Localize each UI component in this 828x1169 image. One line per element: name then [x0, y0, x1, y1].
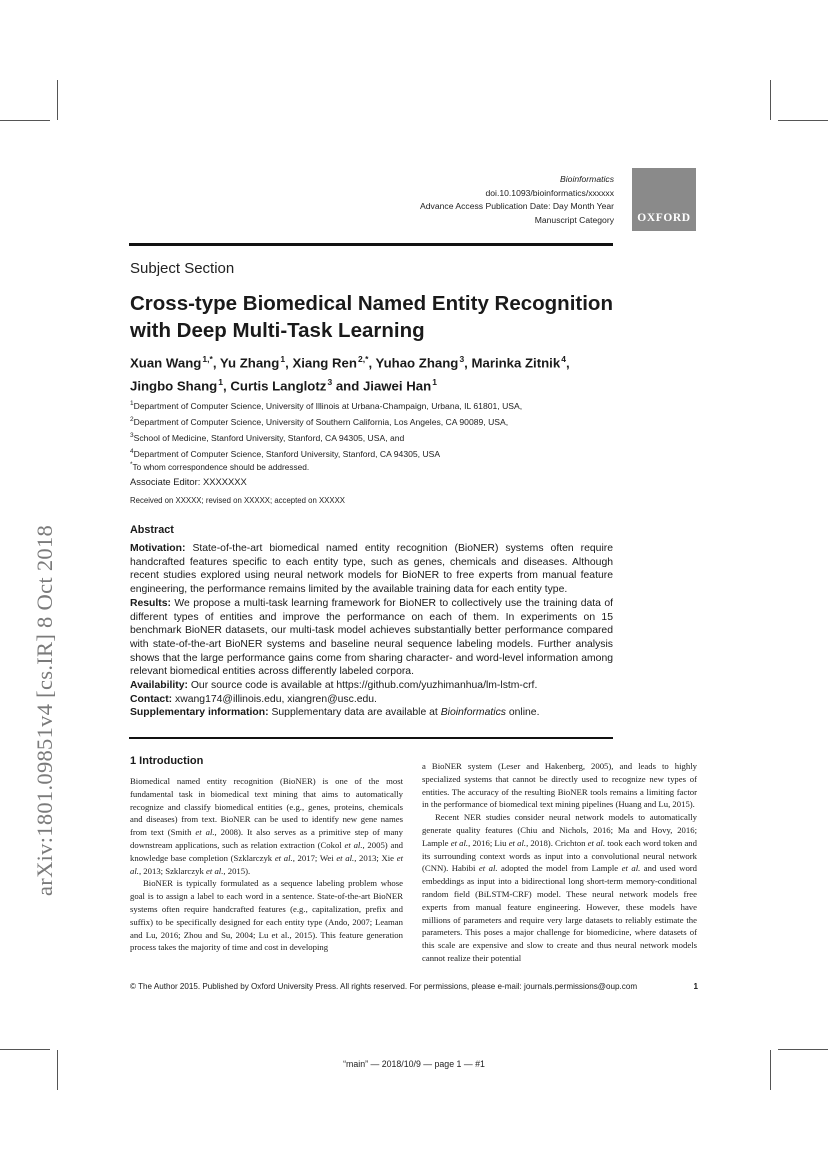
author-separator: ,	[285, 355, 293, 371]
affiliation-number: 2	[130, 416, 134, 424]
text-run: et al.	[195, 827, 215, 838]
paragraph: a BioNER system (Leser and Hakenberg, 2005), and leads to highly specialized systems that cannot be directly used to recognize new types of entities. The accuracy of the resulting BioNER tools remains a limiting factor in the performance of biomedical text mining pipelines (Huang and Lu, 2015).	[422, 761, 697, 810]
author-affiliation-mark: 1	[218, 376, 224, 387]
crop-mark	[57, 1050, 58, 1090]
author-separator: ,	[368, 355, 376, 371]
crop-mark	[778, 1049, 828, 1050]
correspondence-note	[130, 461, 309, 472]
oxford-logo	[632, 168, 696, 231]
author-affiliation-mark: 3	[459, 354, 465, 364]
paragraph	[130, 775, 403, 877]
affiliation-item	[130, 429, 522, 445]
crop-mark	[0, 120, 50, 121]
abstract-label: Availability:	[130, 680, 188, 692]
affiliation-text: School of Medicine, Stanford University, Stanford, CA 94305, USA, and	[133, 432, 405, 443]
abstract-text: Supplementary data are available at	[271, 707, 441, 719]
affiliation-text: Department of Computer Science, University of Illinois at Urbana-Champaign, Urbana, IL 61801, USA,	[133, 400, 523, 411]
journal-name-italic: Bioinformatics	[440, 707, 506, 719]
author-name: Xiang Ren	[292, 355, 357, 371]
affiliation-item	[130, 397, 522, 413]
text-run: took each word token and its surrounding context words as input into a convolutional neural network (CNN). Habibi	[422, 837, 697, 874]
journal-name: Bioinformatics	[560, 174, 614, 184]
abstract-results	[130, 597, 613, 679]
crop-mark	[57, 80, 58, 120]
text-run: et al.	[621, 863, 641, 874]
author-separator: ,	[566, 355, 570, 371]
source-code-link[interactable]: Our source code is available at https://github.com/yuzhimanhua/lm-lstm-crf.	[190, 680, 538, 692]
correspondence-text: To whom correspondence should be addressed.	[132, 461, 310, 472]
section-label: Subject Section	[130, 260, 235, 277]
page-number: 1	[693, 982, 698, 991]
running-footer: “main” — 2018/10/9 — page 1 — #1	[343, 1059, 485, 1069]
abstract-label: Motivation:	[130, 543, 186, 554]
paragraph: BioNER is typically formulated as a sequence labeling problem whose goal is to assign a label to each word in a sentence. State-of-the-art BioNER systems often require handcrafted features (e.g., capitalization, prefix and suffix) to be specifically designed for each entity type (Ando, 2007; Leaman and Lu, 2016; Zhou and Su, 2004; Lu et al., 2015). This feature generation process takes the majority of time and cost in developing	[130, 878, 403, 953]
abstract-availability	[130, 679, 613, 693]
text-run: , 2013; Szklarczyk	[138, 865, 207, 876]
abstract-label: Contact:	[130, 693, 173, 705]
affiliation-item	[130, 445, 522, 461]
author-line	[130, 373, 630, 396]
right-column	[422, 760, 697, 965]
text-run: , 2013; Xie	[354, 852, 397, 863]
author-separator: ,	[464, 355, 472, 371]
text-run: and used word embeddings as input into a bidirectional long short-term memory-conditional random field (BiLSTM-CRF) model. These neural network models free experts from manual feature engineering. However, these models have millions of parameters and require very large datasets to reliably estimate the parameters. This poses a major challenge for biomedicine, where datasets of this scale are expensive and slow to create and thus neural network models cannot realize their potential	[422, 863, 698, 963]
text-run: et al.	[206, 865, 224, 876]
abstract-text: State-of-the-art biomedical named entity recognition (BioNER) systems often require handcrafted features specific to each entity type, such as genes, chemicals and diseases. Although recent studies explored using neural network models for BioNER to free experts from manual feature engineering, the performance remains limited by the available training data for each entity type.	[130, 543, 614, 596]
author-name: Jiawei Han	[362, 378, 432, 394]
text-run: et al.	[587, 837, 606, 848]
abstract-supplementary	[130, 706, 613, 720]
author-name: Xuan Wang	[130, 355, 202, 371]
author-line	[130, 350, 630, 373]
doi: doi.10.1093/bioinformatics/xxxxxx	[485, 187, 614, 198]
received-dates: Received on XXXXX; revised on XXXXX; accepted on XXXXX	[130, 496, 345, 505]
abstract-text: online.	[505, 707, 540, 719]
oxford-logo-text: OXFORD	[637, 212, 691, 224]
abstract-body	[130, 542, 613, 720]
author-name: Curtis Langlotz	[230, 378, 327, 394]
text-run: Biomedical named entity recognition (BioNER) is one of the most fundamental task in biomedical text mining that aims to automatically recognize and classify biomedical entities (e.g., genes, proteins, chemicals and diseases) from text. BioNER can be used to identify new gene names from text (Smith	[130, 776, 403, 838]
author-separator: ,	[223, 378, 231, 394]
abstract-contact	[130, 693, 613, 707]
abstract-text: We propose a multi-task learning framework for BioNER to collectively use the training data of different types of entities and improve the performance on each of them. In experiments on 15 benchmark BioNER datasets, our multi-task model achieves substantially better performance compared with state-of-the-art BioNER systems and baseline neural sequence labeling models. Further analysis shows that the large performance gains come from sharing character- and word-level information among relevant biomedical entities across differently labeled corpora.	[130, 597, 614, 678]
affiliation-number: 3	[130, 432, 134, 440]
text-run: , 2018). Crichton	[526, 837, 588, 848]
title-line: with Deep Multi-Task Learning	[130, 319, 425, 342]
paragraph	[422, 811, 697, 965]
text-run: et al.	[130, 852, 403, 876]
body-text	[130, 775, 403, 954]
author-list	[130, 350, 630, 396]
text-run: , 2008). It also serves as a primitive step of many downstream applications, such as relation extraction (Cokol	[130, 827, 403, 850]
header-rule	[129, 243, 613, 246]
crop-mark	[770, 1050, 771, 1090]
abstract-motivation	[130, 542, 613, 597]
text-run: et al.	[336, 852, 355, 863]
author-separator: ,	[212, 355, 220, 371]
text-run: et al.	[274, 852, 293, 863]
text-run: et al.	[508, 837, 527, 848]
section-heading: 1 Introduction	[130, 755, 204, 767]
affiliation-text: Department of Computer Science, University of Southern California, Los Angeles, CA 90089, USA,	[133, 416, 509, 427]
text-run: et al.	[450, 837, 469, 848]
author-affiliation-mark: 1	[432, 376, 437, 387]
affiliation-item	[130, 413, 522, 429]
author-affiliation-mark: 2,*	[358, 354, 369, 364]
author-name: Yu Zhang	[219, 355, 280, 371]
text-run: , 2005) and knowledge base completion (Szklarczyk	[130, 839, 404, 863]
abstract-label: Supplementary information:	[130, 707, 269, 719]
author-name: Marinka Zitnik	[471, 355, 561, 371]
crop-mark	[778, 120, 828, 121]
affiliation-text: Department of Computer Science, Stanford University, Stanford, CA 94305, USA	[133, 449, 441, 460]
body-text	[422, 760, 697, 965]
access-date: Advance Access Publication Date: Day Month Year	[420, 201, 614, 212]
title-line: Cross-type Biomedical Named Entity Recognition	[130, 292, 613, 315]
author-affiliation-mark: 1	[280, 354, 286, 364]
text-run: et al.	[478, 863, 498, 874]
text-run: , 2017; Wei	[292, 852, 337, 863]
paper-title	[130, 290, 650, 344]
author-affiliation-mark: 3	[327, 376, 333, 387]
abstract-rule	[129, 737, 613, 739]
contact-email-link[interactable]: xwang174@illinois.edu, xiangren@usc.edu.	[175, 693, 377, 705]
author-affiliation-mark: 1,*	[202, 354, 213, 364]
manuscript-category: Manuscript Category	[534, 214, 614, 225]
abstract-heading: Abstract	[130, 524, 174, 536]
crop-mark	[770, 80, 771, 120]
copyright-text: © The Author 2015. Published by Oxford University Press. All rights reserved. For permissions, please e-mail: journals.permissions@oup.com	[130, 982, 638, 991]
associate-editor: Associate Editor: XXXXXXX	[130, 476, 247, 487]
text-run: , 2015).	[223, 865, 251, 876]
left-column	[130, 755, 403, 954]
author-affiliation-mark: 4	[561, 354, 567, 364]
author-name: Yuhao Zhang	[375, 355, 459, 371]
text-run: adopted the model from Lample	[497, 863, 622, 874]
affiliation-number: 4	[130, 448, 134, 456]
author-name: Jingbo Shang	[130, 378, 218, 394]
author-separator: and	[332, 378, 363, 394]
text-run: Recent NER studies consider neural network models to automatically generate quality features (Chiu and Nichols, 2016; Ma and Hovy, 2016; Lample	[422, 812, 697, 848]
affiliation-list	[130, 397, 522, 461]
journal-metadata	[420, 173, 614, 227]
text-run: et al.	[344, 839, 363, 850]
correspondence-mark: *	[130, 461, 133, 468]
arxiv-identifier-stamp[interactable]: arXiv:1801.09851v4 [cs.IR] 8 Oct 2018	[32, 524, 57, 896]
copyright-footer	[130, 982, 698, 991]
crop-mark	[0, 1049, 50, 1050]
text-run: , 2016; Liu	[468, 837, 509, 848]
abstract-label: Results:	[130, 597, 171, 609]
affiliation-number: 1	[130, 400, 134, 407]
